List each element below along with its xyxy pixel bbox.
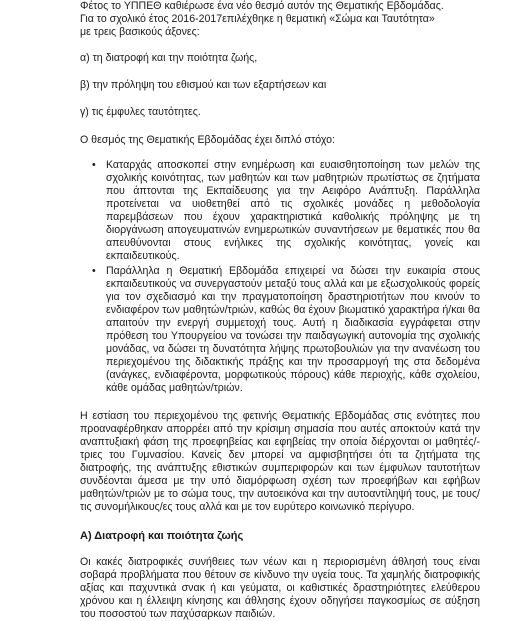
axis-item-b: β) την πρόληψη του εθισμού και των εξαρτήσεων και xyxy=(80,79,327,91)
bullet-icon: • xyxy=(92,265,96,277)
section-paragraph: Οι κακές διατροφικές συνήθειες των νέων και η περιορισμένη άθλησή τους είναι σοβαρά προβλήματα που θέτουν σε κίνδυνο την υγεία τους. Τα χαμηλής διατροφικής αξίας και παχυντικά σνακ ή και γεύματα, οι καθιστικές δραστηριότητες ελεύθερου χρόνου και η έλλειψη κίνησης και άθλησης έχουν οδηγήσει παγκοσμίως σε αύξηση του ποσοστού των παχύσαρκων παιδιών. xyxy=(80,556,480,620)
focus-paragraph: Η εστίαση του περιεχομένου της φετινής Θεματικής Εβδομάδας στις ενότητες που προαναφέρθηκαν απορρέει από την κρίσιμη σημασία που αυτές αποκτούν κατά την αναπτυξιακή φάση της προεφηβείας και εφηβείας την οποία διέρχονται οι μαθητές/-τριες του Γυμνασίου. Κανείς δεν μπορεί να αμφισβητήσει ότι τα ζητήματα της διατροφής, της ανάπτυξης εθιστικών συμπεριφορών και των έμφυλων ταυτοτήτων συνδέονται άμεσα με την υπό διαμόρφωση σχέση των προεφήβων και εφήβων μαθητών/τριών με το σώμα τους, την αυτοεικόνα και την αυτοαντίληψή τους, με τους/τις συνομήλικους/ες τους αλλά και με τον ευρύτερο κοινωνικό περίγυρο. xyxy=(80,410,480,513)
intro-paragraph xyxy=(80,0,480,39)
intro-line-2: Για το σχολικό έτος 2016-2017επιλέχθηκε η θεματική «Σώμα και Ταυτότητα» xyxy=(80,13,435,25)
goals-list xyxy=(80,159,480,395)
axis-item-c: γ) τις έμφυλες ταυτότητες. xyxy=(80,106,201,118)
bullet-icon: • xyxy=(92,159,96,171)
document-page xyxy=(80,0,480,621)
goal-item-2 xyxy=(92,265,480,395)
goal-text-2: Παράλληλα η Θεματική Εβδομάδα επιχειρεί να δώσει την ευκαιρία στους εκπαιδευτικούς να συνεργαστούν μεταξύ τους αλλά και με εξωσχολικούς φορείς για τον σχεδιασμό και την πραγματοποίηση δραστηριοτήτων που κινούν το ενδιαφέρον των μαθητών/τριών, καθώς θα έχουν βιωματικό χαρακτήρα ή/και θα απαιτούν την ενεργή συμμετοχή τους. Αυτή η διαδικασία εγγράφεται στην πρόθεση του Υπουργείου να τονώσει την παιδαγωγική αυτονομία της σχολικής μονάδας, να δώσει τη δυνατότητα λήψης πρωτοβουλιών για την ανανέωση του περιεχομένου της διδακτικής πράξης και την προσαρμογή της στα δεδομένα (ανάγκες, ενδιαφέροντα, μορφωτικούς πόρους) κάθε περιοχής, κάθε σχολείου, κάθε ομάδας μαθητών/τριών. xyxy=(106,265,480,394)
axis-item-a: α) τη διατροφή και την ποιότητα ζωής, xyxy=(80,52,258,64)
purpose-intro: Ο θεσμός της Θεματικής Εβδομάδας έχει διπλό στόχο: xyxy=(80,134,335,146)
intro-line-1: Φέτος το ΥΠΠΕΘ καθιέρωσε ένα νέο θεσμό αυτόν της Θεματικής Εβδομάδας. xyxy=(80,0,444,12)
goal-text-1: Καταρχάς αποσκοπεί στην ενημέρωση και ευαισθητοποίηση των μελών της σχολικής κοινότητας, των μαθητών και των μαθητριών πρωτίστως σε ζητήματα που άπτονται της Εκπαίδευσης για την Αειφόρο Ανάπτυξη. Παράλληλα προτείνεται να υιοθετηθεί από τις σχολικές μονάδες η μεθοδολογία παρεμβάσεων που έχουν χαρακτηριστικά καθολικής πρόληψης με τη διοργάνωση απογευματινών ενημερωτικών συναντήσεων με θεματικές που θα απευθύνονται στους ενήλικες της σχολικής κοινότητας, γονείς και εκπαιδευτικούς. xyxy=(106,159,480,262)
intro-line-3: με τρεις βασικούς άξονες: xyxy=(80,26,200,38)
section-heading: Α) Διατροφή και ποιότητα ζωής xyxy=(80,530,244,542)
goal-item-1 xyxy=(92,159,480,263)
